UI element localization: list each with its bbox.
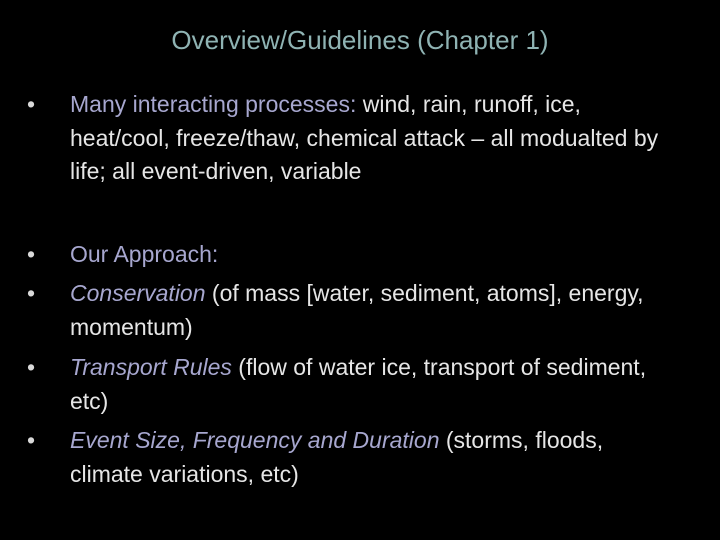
bullet-item bbox=[0, 424, 660, 491]
bullet-lead: Transport Rules bbox=[70, 354, 232, 380]
slide-title: Overview/Guidelines (Chapter 1) bbox=[171, 25, 549, 55]
bullet-text bbox=[70, 88, 660, 189]
bullet-lead: Conservation bbox=[70, 280, 206, 306]
bullet-dot: • bbox=[27, 280, 36, 306]
bullet-lead: Many interacting processes: bbox=[70, 91, 357, 117]
bullet-text bbox=[70, 424, 660, 491]
bullet-lead: Event Size, Frequency and Duration bbox=[70, 427, 440, 453]
bullet-body: (of mass [water, sediment, atoms], energy, momentum) bbox=[70, 280, 644, 340]
bullet-item bbox=[0, 277, 660, 344]
bullet-dot: • bbox=[27, 427, 36, 453]
bullet-lead: Our Approach: bbox=[70, 241, 219, 267]
bullet-dot: • bbox=[27, 241, 36, 267]
bullet-body: (flow of water ice, transport of sediment, etc) bbox=[70, 354, 647, 414]
bullet-item bbox=[0, 88, 660, 189]
bullet-text bbox=[70, 238, 660, 272]
bullet-text bbox=[70, 351, 660, 418]
bullet-dot: • bbox=[27, 354, 36, 380]
bullet-body: (storms, floods, climate variations, etc) bbox=[70, 427, 604, 487]
bullet-item bbox=[0, 238, 660, 272]
bullet-dot: • bbox=[27, 91, 36, 117]
bullet-body: wind, rain, runoff, ice, heat/cool, freeze/thaw, chemical attack – all modualted by life; all event-driven, variable bbox=[70, 91, 659, 184]
bullet-text bbox=[70, 277, 660, 344]
bullet-item bbox=[0, 351, 660, 418]
